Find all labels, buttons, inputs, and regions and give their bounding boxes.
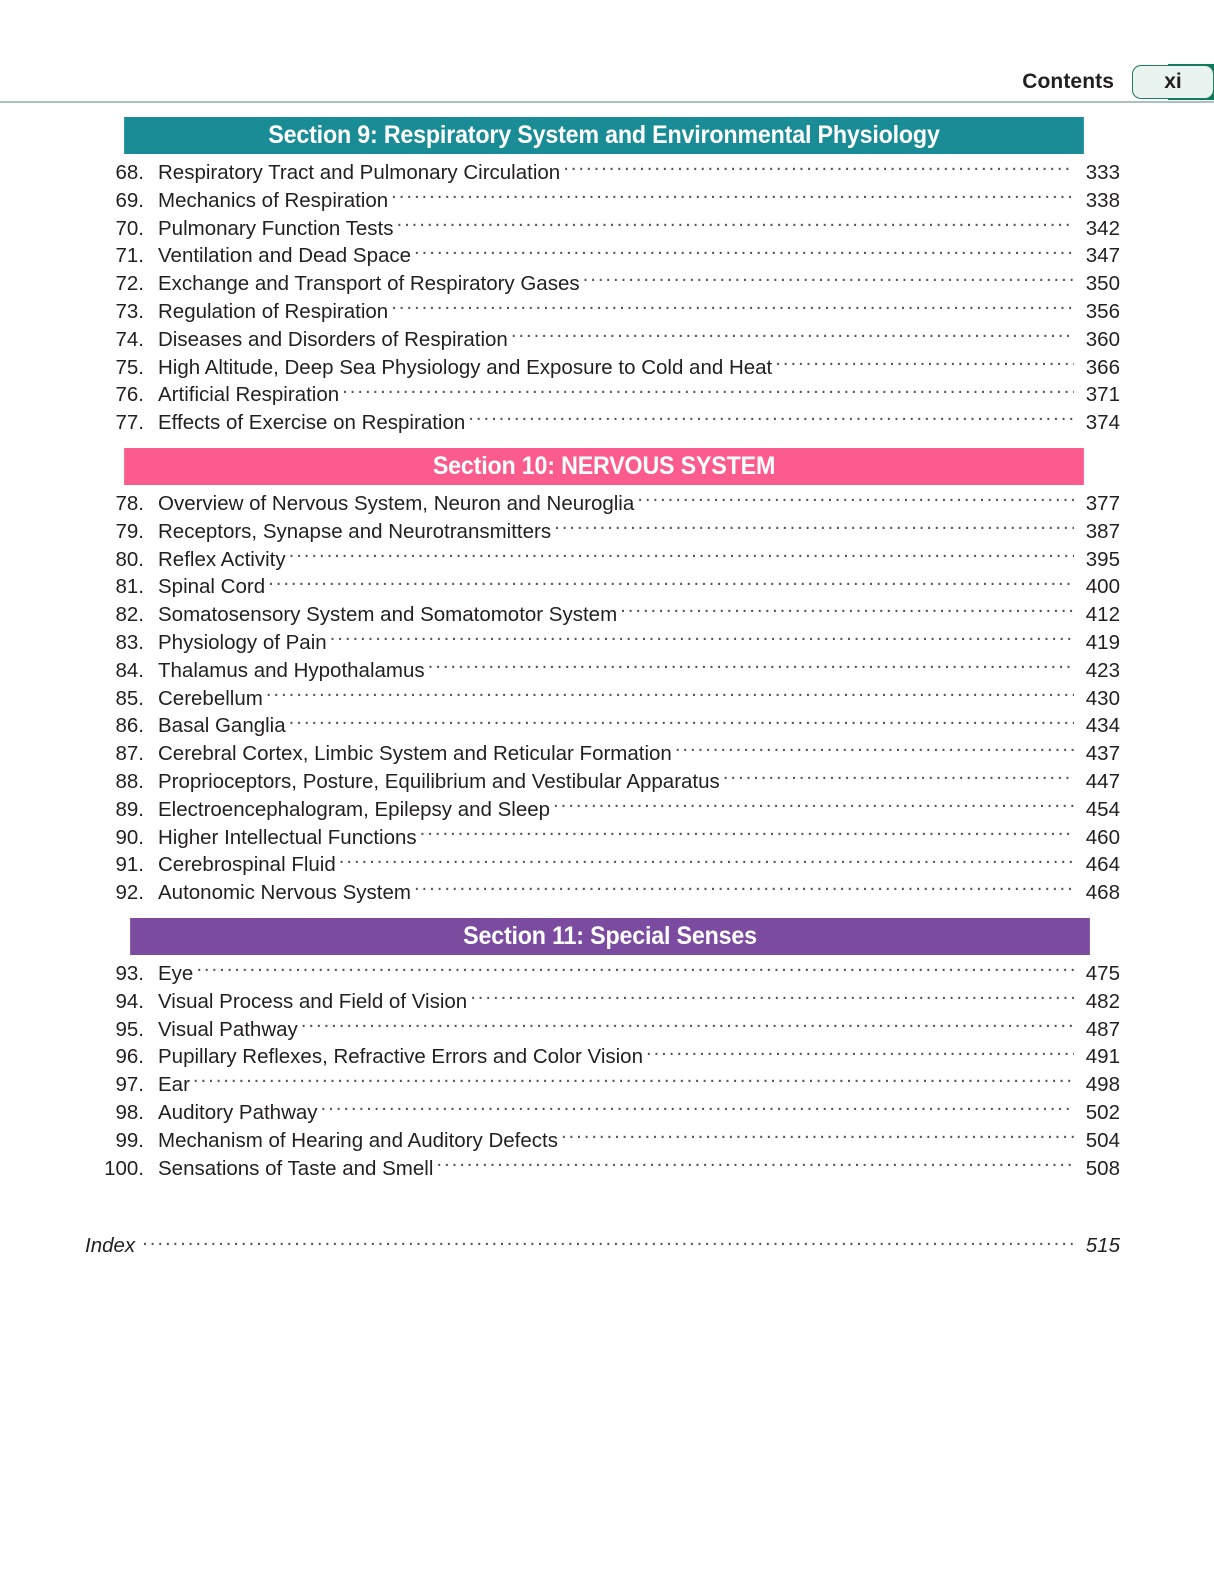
entry-page: 504 <box>1085 1128 1120 1152</box>
entry-page: 400 <box>1085 575 1120 599</box>
dot-leader <box>321 1099 1074 1119</box>
dot-leader <box>391 298 1074 318</box>
entry-number: 71. <box>115 244 144 268</box>
entry-number: 88. <box>115 769 144 793</box>
toc-entry[interactable] <box>88 1099 1120 1127</box>
entry-number: 93. <box>115 961 144 985</box>
toc-entry[interactable] <box>88 409 1120 437</box>
entry-number: 92. <box>115 881 144 905</box>
dot-leader <box>342 381 1074 401</box>
dot-leader <box>330 629 1074 649</box>
toc-entry[interactable] <box>88 187 1120 215</box>
header-divider-rule <box>0 101 1214 103</box>
entry-page: 419 <box>1085 630 1120 654</box>
dot-leader <box>414 242 1074 262</box>
toc-entry[interactable] <box>88 326 1120 354</box>
entry-title: Reflex Activity <box>158 547 286 571</box>
dot-leader <box>268 573 1074 593</box>
dot-leader <box>339 851 1074 871</box>
entry-number: 73. <box>115 299 144 323</box>
entry-title: Diseases and Disorders of Respiration <box>158 327 508 351</box>
toc-entry[interactable] <box>88 685 1120 713</box>
toc-entry[interactable] <box>88 1016 1120 1044</box>
entry-number: 86. <box>115 714 144 738</box>
entry-title: Visual Pathway <box>158 1017 298 1041</box>
index-entry[interactable] <box>85 1232 1120 1258</box>
entry-title: Mechanics of Respiration <box>158 188 389 212</box>
entry-page: 454 <box>1085 797 1120 821</box>
toc-entry[interactable] <box>88 601 1120 629</box>
index-page: 515 <box>1085 1234 1120 1257</box>
entry-title: Regulation of Respiration <box>158 299 389 323</box>
entry-number: 89. <box>115 797 144 821</box>
entry-title: High Altitude, Deep Sea Physiology and Exposure to Cold and Heat <box>158 355 773 379</box>
entry-title: Autonomic Nervous System <box>158 881 411 905</box>
section-entries-10 <box>88 485 1120 907</box>
toc-entry[interactable] <box>88 1155 1120 1183</box>
dot-leader <box>301 1016 1074 1036</box>
dot-leader <box>420 824 1074 844</box>
table-of-contents <box>88 117 1120 1182</box>
entry-number: 83. <box>115 630 144 654</box>
entry-page: 350 <box>1085 272 1120 296</box>
toc-entry[interactable] <box>88 657 1120 685</box>
toc-entry[interactable] <box>88 851 1120 879</box>
toc-entry[interactable] <box>88 824 1120 852</box>
entry-number: 79. <box>115 519 144 543</box>
toc-entry[interactable] <box>88 629 1120 657</box>
entry-title: Effects of Exercise on Respiration <box>158 411 466 435</box>
entry-number: 97. <box>115 1073 144 1097</box>
entry-page: 347 <box>1085 244 1120 268</box>
entry-title: Visual Process and Field of Vision <box>158 989 468 1013</box>
entry-number: 81. <box>115 575 144 599</box>
toc-entry[interactable] <box>88 242 1120 270</box>
toc-entry[interactable] <box>88 712 1120 740</box>
dot-leader <box>196 960 1074 980</box>
entry-page: 412 <box>1085 603 1120 627</box>
dot-leader <box>553 796 1074 816</box>
entry-number: 72. <box>115 272 144 296</box>
running-head-label: Contents <box>1022 70 1114 93</box>
toc-entry[interactable] <box>88 879 1120 907</box>
dot-leader <box>554 518 1074 538</box>
entry-number: 84. <box>115 658 144 682</box>
entry-title: Overview of Nervous System, Neuron and Neuroglia <box>158 491 635 515</box>
toc-entry[interactable] <box>88 270 1120 298</box>
dot-leader <box>391 187 1074 207</box>
page-number-badge: xi <box>1132 65 1214 99</box>
entry-number: 94. <box>115 989 144 1013</box>
dot-leader <box>511 326 1074 346</box>
entry-page: 498 <box>1085 1073 1120 1097</box>
spacer <box>88 437 1120 448</box>
entry-title: Mechanism of Hearing and Auditory Defects <box>158 1128 558 1152</box>
dot-leader <box>289 546 1074 566</box>
entry-title: Receptors, Synapse and Neurotransmitters <box>158 519 552 543</box>
entry-number: 96. <box>115 1045 144 1069</box>
dot-leader <box>396 215 1074 235</box>
toc-entry[interactable] <box>88 298 1120 326</box>
entry-title: Respiratory Tract and Pulmonary Circulation <box>158 161 561 184</box>
section-entries-9 <box>88 154 1120 437</box>
toc-entry[interactable] <box>88 518 1120 546</box>
entry-number: 80. <box>115 547 144 571</box>
entry-page: 487 <box>1085 1017 1120 1041</box>
dot-leader <box>428 657 1074 677</box>
entry-title: Pupillary Reflexes, Refractive Errors and Color Vision <box>158 1045 643 1069</box>
entry-number: 78. <box>115 491 144 515</box>
dot-leader <box>470 988 1074 1008</box>
section-header-bar-9 <box>88 117 1120 154</box>
toc-entry[interactable] <box>88 988 1120 1016</box>
dot-leader <box>266 685 1074 705</box>
entry-page: 333 <box>1085 161 1120 184</box>
entry-title: Spinal Cord <box>158 575 266 599</box>
entry-page: 475 <box>1085 961 1120 985</box>
section-title-11: Section 11: Special Senses <box>130 918 1090 955</box>
entry-title: Ventilation and Dead Space <box>158 244 412 268</box>
entry-title: Auditory Pathway <box>158 1100 318 1124</box>
toc-entry[interactable] <box>88 796 1120 824</box>
entry-title: Somatosensory System and Somatomotor System <box>158 603 618 627</box>
entry-page: 434 <box>1085 714 1120 738</box>
entry-title: Thalamus and Hypothalamus <box>158 658 425 682</box>
entry-title: Pulmonary Function Tests <box>158 216 394 240</box>
entry-number: 70. <box>115 216 144 240</box>
entry-title: Eye <box>158 961 194 985</box>
toc-entry[interactable] <box>88 1071 1120 1099</box>
entry-number: 95. <box>115 1017 144 1041</box>
index-label: Index <box>85 1234 136 1257</box>
entry-page: 447 <box>1085 769 1120 793</box>
toc-entry[interactable] <box>88 960 1120 988</box>
entry-number: 82. <box>115 603 144 627</box>
entry-number: 76. <box>115 383 144 407</box>
entry-page: 371 <box>1085 383 1120 407</box>
entry-page: 430 <box>1085 686 1120 710</box>
entry-title: Electroencephalogram, Epilepsy and Sleep <box>158 797 551 821</box>
entry-title: Cerebral Cortex, Limbic System and Reticular Formation <box>158 742 672 766</box>
entry-number: 85. <box>115 686 144 710</box>
toc-entry[interactable] <box>88 215 1120 243</box>
entry-number: 90. <box>115 825 144 849</box>
toc-entry[interactable] <box>88 354 1120 382</box>
entry-page: 464 <box>1085 853 1120 877</box>
entry-number: 74. <box>115 327 144 351</box>
entry-title: Cerebrospinal Fluid <box>158 853 336 877</box>
running-head <box>0 62 1214 102</box>
entry-page: 508 <box>1085 1156 1120 1180</box>
dot-leader <box>468 409 1074 429</box>
entry-number: 91. <box>115 853 144 877</box>
dot-leader <box>142 1232 1073 1252</box>
spacer <box>88 907 1120 918</box>
toc-entry[interactable] <box>88 381 1120 409</box>
toc-entry[interactable] <box>88 1127 1120 1155</box>
entry-number: 99. <box>115 1128 144 1152</box>
dot-leader <box>637 490 1074 510</box>
dot-leader <box>723 768 1074 788</box>
dot-leader <box>620 601 1074 621</box>
entry-number: 100. <box>104 1156 144 1180</box>
entry-title: Artificial Respiration <box>158 383 340 407</box>
dot-leader <box>563 159 1074 179</box>
dot-leader <box>414 879 1074 899</box>
entry-page: 437 <box>1085 742 1120 766</box>
entry-page: 482 <box>1085 989 1120 1013</box>
entry-page: 460 <box>1085 825 1120 849</box>
section-title-10: Section 10: NERVOUS SYSTEM <box>124 448 1084 485</box>
toc-entry[interactable] <box>88 490 1120 518</box>
entry-page: 423 <box>1085 658 1120 682</box>
entry-title: Higher Intellectual Functions <box>158 825 417 849</box>
dot-leader <box>675 740 1074 760</box>
entry-number: 87. <box>115 742 144 766</box>
entry-title: Cerebellum <box>158 686 263 710</box>
entry-page: 374 <box>1085 411 1120 435</box>
entry-number: 98. <box>115 1100 144 1124</box>
dot-leader <box>583 270 1074 290</box>
toc-entry[interactable] <box>88 573 1120 601</box>
entry-title: Sensations of Taste and Smell <box>158 1156 434 1180</box>
entry-page: 356 <box>1085 299 1120 323</box>
entry-page: 342 <box>1085 216 1120 240</box>
entry-number: 69. <box>115 188 144 212</box>
entry-number: 68. <box>115 161 144 184</box>
section-title-9: Section 9: Respiratory System and Environmental Physiology <box>124 117 1084 154</box>
dot-leader <box>436 1155 1074 1175</box>
entry-page: 468 <box>1085 881 1120 905</box>
entry-page: 387 <box>1085 519 1120 543</box>
toc-entry[interactable] <box>88 159 1120 187</box>
entry-title: Ear <box>158 1073 190 1097</box>
dot-leader <box>289 712 1074 732</box>
section-header-bar-10 <box>88 448 1120 485</box>
entry-title: Basal Ganglia <box>158 714 286 738</box>
entry-page: 366 <box>1085 355 1120 379</box>
entry-number: 77. <box>115 411 144 435</box>
toc-entry[interactable] <box>88 740 1120 768</box>
section-entries-11 <box>88 955 1120 1182</box>
toc-entry[interactable] <box>88 546 1120 574</box>
entry-page: 395 <box>1085 547 1120 571</box>
entry-page: 491 <box>1085 1045 1120 1069</box>
toc-entry[interactable] <box>88 1043 1120 1071</box>
dot-leader <box>775 354 1074 374</box>
entry-title: Proprioceptors, Posture, Equilibrium and Vestibular Apparatus <box>158 769 720 793</box>
entry-page: 377 <box>1085 491 1120 515</box>
section-header-bar-11 <box>94 918 1120 955</box>
toc-entry[interactable] <box>88 768 1120 796</box>
entry-number: 75. <box>115 355 144 379</box>
entry-title: Exchange and Transport of Respiratory Gases <box>158 272 580 296</box>
entry-page: 360 <box>1085 327 1120 351</box>
dot-leader <box>193 1071 1074 1091</box>
dot-leader <box>646 1043 1074 1063</box>
entry-title: Physiology of Pain <box>158 630 327 654</box>
entry-page: 338 <box>1085 188 1120 212</box>
dot-leader <box>561 1127 1074 1147</box>
entry-page: 502 <box>1085 1100 1120 1124</box>
